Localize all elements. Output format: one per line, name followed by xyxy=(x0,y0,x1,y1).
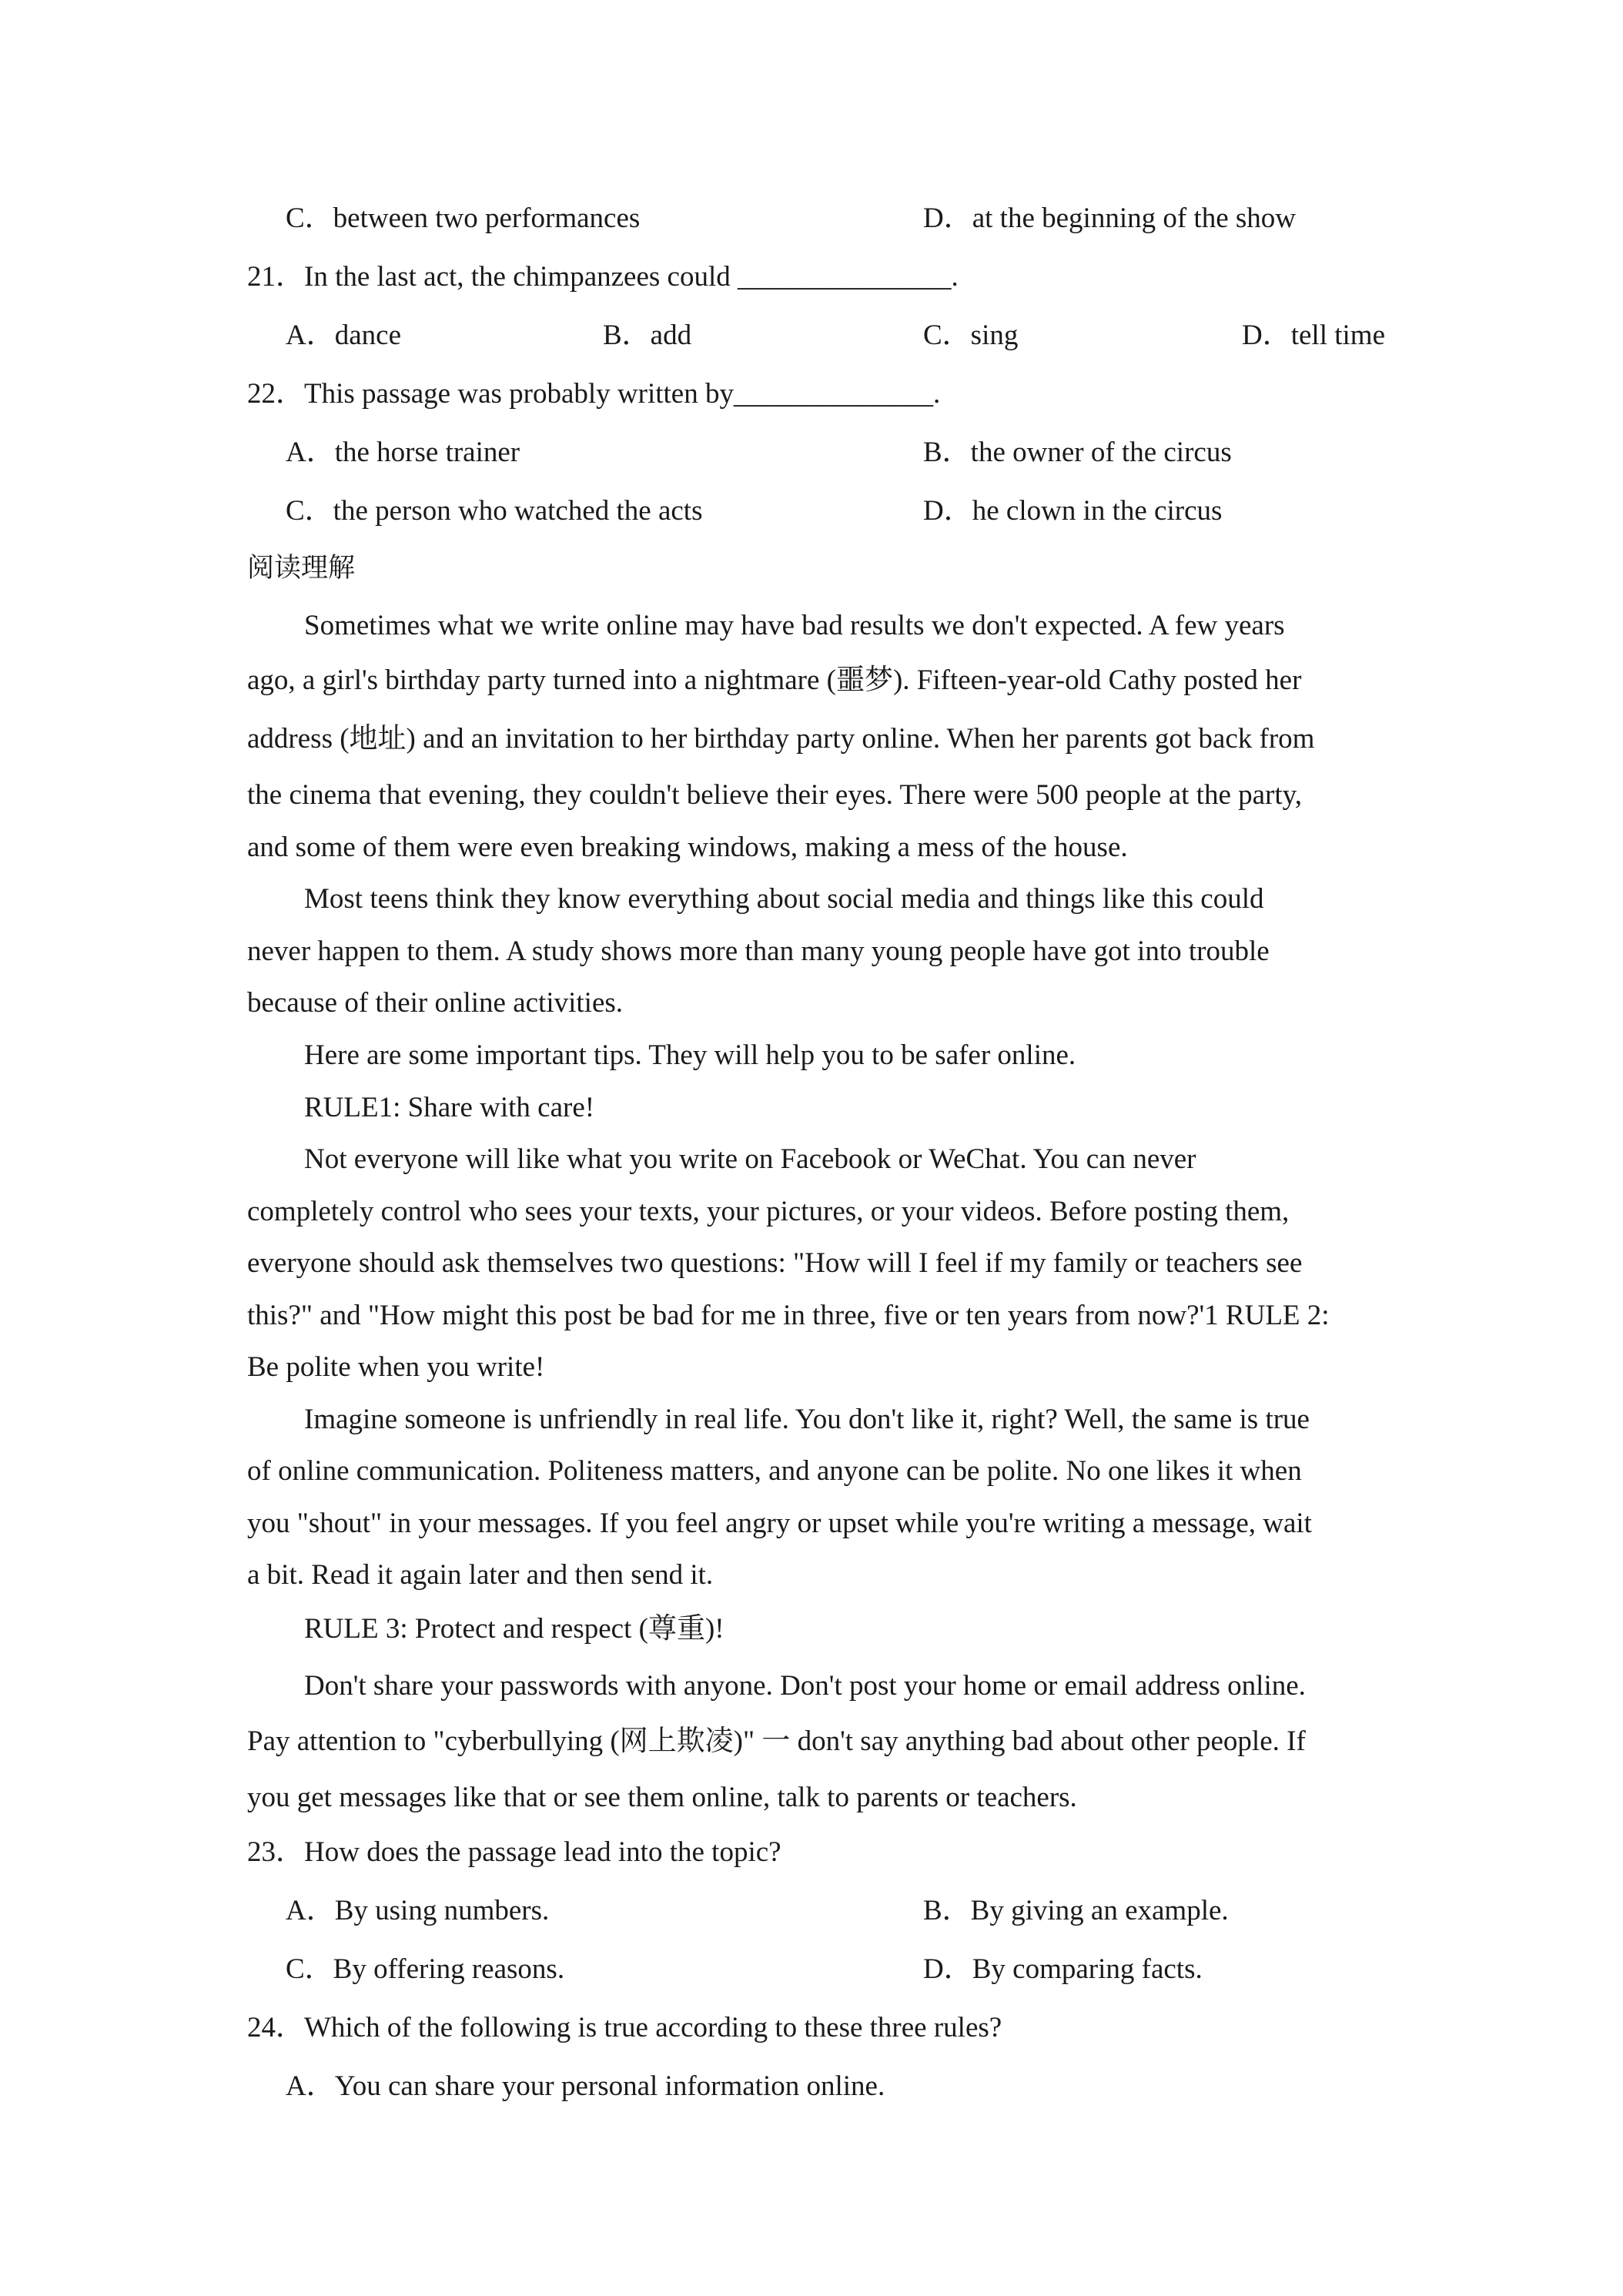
passage-line: address (地址) and an invitation to her birthday party online. When her parents got back from xyxy=(247,723,1315,755)
passage-line: Be polite when you write! xyxy=(247,1351,545,1383)
q21-option-b: B．add xyxy=(603,320,692,351)
q23-option-c: C．By offering reasons. xyxy=(286,1953,565,1985)
q24-stem: 24．Which of the following is true according to these three rules? xyxy=(247,2012,1002,2043)
q20-option-d: D．at the beginning of the show xyxy=(923,202,1296,234)
q24-option-a: A．You can share your personal information online. xyxy=(286,2070,885,2102)
q23-option-b: B．By giving an example. xyxy=(923,1895,1229,1926)
q22-option-d: D．he clown in the circus xyxy=(923,495,1223,527)
passage-line: you "shout" in your messages. If you feel angry or upset while you're writing a message, wait xyxy=(247,1508,1312,1539)
q20-option-c: C．between two performances xyxy=(286,202,641,234)
q21-option-d: D．tell time xyxy=(1242,320,1385,351)
q23-option-d: D．By comparing facts. xyxy=(923,1953,1203,1985)
passage-line: Don't share your passwords with anyone. Don't post your home or email address online. xyxy=(304,1670,1306,1702)
passage-line: never happen to them. A study shows more than many young people have got into trouble xyxy=(247,935,1270,967)
passage-line: of online communication. Politeness matters, and anyone can be polite. No one likes it when xyxy=(247,1455,1302,1487)
section-title: 阅读理解 xyxy=(247,553,356,584)
passage-line: Sometimes what we write online may have bad results we don't expected. A few years xyxy=(304,610,1285,641)
q22-option-a: A．the horse trainer xyxy=(286,437,520,468)
passage-line: Not everyone will like what you write on Facebook or WeChat. You can never xyxy=(304,1143,1196,1175)
passage-line: you get messages like that or see them online, talk to parents or teachers. xyxy=(247,1782,1077,1813)
q23-stem: 23．How does the passage lead into the topic? xyxy=(247,1836,781,1868)
q21-option-a: A．dance xyxy=(286,320,401,351)
passage-line: RULE 3: Protect and respect (尊重)! xyxy=(304,1613,724,1645)
passage-line: a bit. Read it again later and then send it. xyxy=(247,1559,714,1591)
passage-line: ago, a girl's birthday party turned into a nightmare (噩梦). Fifteen-year-old Cathy posted her xyxy=(247,664,1302,696)
passage-line: Imagine someone is unfriendly in real life. You don't like it, right? Well, the same is true xyxy=(304,1404,1310,1435)
passage-line: Pay attention to "cyberbullying (网上欺凌)" 一 don't say anything bad about other people. If xyxy=(247,1725,1306,1757)
passage-line: because of their online activities. xyxy=(247,987,624,1019)
q21-option-c: C．sing xyxy=(923,320,1019,351)
passage-line: the cinema that evening, they couldn't believe their eyes. There were 500 people at the party, xyxy=(247,779,1302,811)
passage-line: everyone should ask themselves two questions: "How will I feel if my family or teachers see xyxy=(247,1247,1303,1279)
q22-stem: 22．This passage was probably written by______________. xyxy=(247,378,941,410)
passage-line: and some of them were even breaking windows, making a mess of the house. xyxy=(247,832,1128,863)
q23-option-a: A．By using numbers. xyxy=(286,1895,550,1926)
q21-stem: 21．In the last act, the chimpanzees could _______________. xyxy=(247,261,959,293)
passage-line: completely control who sees your texts, your pictures, or your videos. Before posting them, xyxy=(247,1196,1290,1227)
passage-line: Most teens think they know everything about social media and things like this could xyxy=(304,883,1264,915)
q22-option-b: B．the owner of the circus xyxy=(923,437,1232,468)
passage-line: Here are some important tips. They will help you to be safer online. xyxy=(304,1039,1076,1071)
passage-line: this?" and "How might this post be bad for me in three, five or ten years from now?'1 RULE 2: xyxy=(247,1300,1330,1331)
q22-option-c: C．the person who watched the acts xyxy=(286,495,703,527)
passage-line: RULE1: Share with care! xyxy=(304,1092,595,1123)
